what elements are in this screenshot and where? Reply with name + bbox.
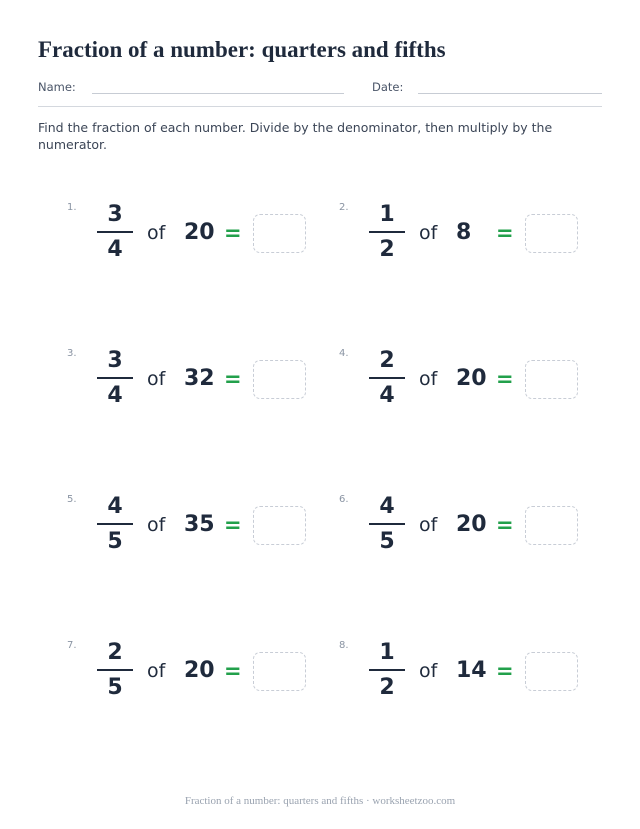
fraction-bar [369,377,405,379]
footer: Fraction of a number: quarters and fifths · worksheetzoo.com [184,795,456,807]
equals-sign: = [496,659,514,683]
answer-box[interactable] [525,652,578,691]
whole-number: 35 [184,512,215,537]
of-word: of [147,660,166,682]
problem-6 [339,494,599,584]
whole-number: 8 [456,220,472,245]
equals-sign: = [496,221,514,245]
problem-number: 7. [67,640,77,651]
problem-1 [67,202,327,292]
fraction [369,347,405,409]
numerator: 2 [379,348,395,373]
problem-3 [67,348,327,438]
of-word: of [147,368,166,390]
numerator: 1 [379,202,395,227]
whole-number: 32 [184,366,215,391]
fraction-bar [97,231,133,233]
page-title: Fraction of a number: quarters and fifths [38,37,446,62]
of-word: of [147,222,166,244]
header-divider [38,106,602,107]
denominator: 4 [379,383,395,408]
denominator: 4 [107,383,123,408]
fraction-bar [97,669,133,671]
problem-number: 2. [339,202,349,213]
date-field[interactable] [418,93,602,94]
numerator: 2 [107,640,123,665]
denominator: 5 [107,675,123,700]
problem-number: 1. [67,202,77,213]
problem-number: 8. [339,640,349,651]
fraction [369,639,405,701]
fraction [97,639,133,701]
of-word: of [419,368,438,390]
answer-box[interactable] [253,214,306,253]
denominator: 5 [379,529,395,554]
fraction [369,493,405,555]
denominator: 2 [379,237,395,262]
equals-sign: = [224,367,242,391]
whole-number: 20 [184,658,215,683]
answer-box[interactable] [253,360,306,399]
problem-7 [67,640,327,730]
fraction-bar [97,523,133,525]
numerator: 3 [107,202,123,227]
fraction-bar [369,669,405,671]
fraction [97,493,133,555]
problem-number: 5. [67,494,77,505]
answer-box[interactable] [253,506,306,545]
of-word: of [419,222,438,244]
equals-sign: = [496,367,514,391]
of-word: of [147,514,166,536]
whole-number: 20 [184,220,215,245]
fraction [97,347,133,409]
whole-number: 20 [456,512,487,537]
problem-number: 3. [67,348,77,359]
fraction-bar [97,377,133,379]
denominator: 5 [107,529,123,554]
equals-sign: = [224,659,242,683]
problem-8 [339,640,599,730]
name-label: Name: [38,80,76,94]
problem-5 [67,494,327,584]
numerator: 4 [379,494,395,519]
answer-box[interactable] [525,214,578,253]
denominator: 4 [107,237,123,262]
whole-number: 14 [456,658,487,683]
problem-4 [339,348,599,438]
equals-sign: = [224,513,242,537]
equals-sign: = [496,513,514,537]
equals-sign: = [224,221,242,245]
name-field[interactable] [92,93,344,94]
problem-number: 4. [339,348,349,359]
answer-box[interactable] [525,360,578,399]
numerator: 3 [107,348,123,373]
of-word: of [419,660,438,682]
instructions: Find the fraction of each number. Divide by the denominator, then multiply by the numerator. [38,120,553,152]
numerator: 4 [107,494,123,519]
denominator: 2 [379,675,395,700]
fraction [369,201,405,263]
answer-box[interactable] [253,652,306,691]
whole-number: 20 [456,366,487,391]
answer-box[interactable] [525,506,578,545]
fraction [97,201,133,263]
date-label: Date: [372,80,404,94]
problem-number: 6. [339,494,349,505]
of-word: of [419,514,438,536]
problem-2 [339,202,599,292]
numerator: 1 [379,640,395,665]
fraction-bar [369,231,405,233]
fraction-bar [369,523,405,525]
